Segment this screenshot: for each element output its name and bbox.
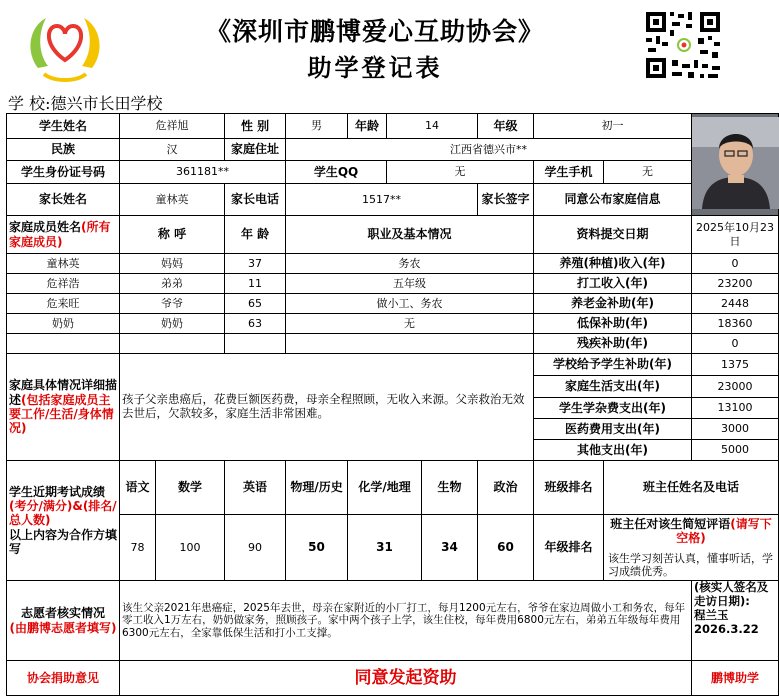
scores-label: 学生近期考试成绩(考分/满分)&(排名/总人数) 以上内容为合作方填写 [7, 461, 120, 581]
member-relation-empty [120, 334, 225, 354]
student-id: 361181** [120, 161, 286, 184]
verifier-signature: (核实人签名及走访日期): 程兰玉 2026.3.22 [692, 581, 779, 661]
finance-label: 养殖(种植)收入(年) [534, 254, 692, 274]
teacher-comment: 该生学习刻苦认真，懂事听话，学习成绩优秀。 [608, 551, 774, 578]
finance-value: 18360 [692, 314, 779, 334]
member-name: 危祥浩 [7, 274, 120, 294]
member-name-empty [7, 334, 120, 354]
qr-code-icon [642, 8, 726, 82]
address-label: 家庭住址 [225, 139, 286, 161]
subject-header: 数学 [156, 461, 225, 515]
teacher-label: 班主任姓名及电话 [604, 461, 779, 515]
age: 14 [387, 114, 478, 139]
finance-value: 23200 [692, 274, 779, 294]
guardian-phone: 1517** [286, 184, 478, 216]
finance-label: 低保补助(年) [534, 314, 692, 334]
finance-value: 0 [692, 254, 779, 274]
situation-text: 孩子父亲患癌后，花费巨额医药费，母亲全程照顾，无收入来源。父亲救治无效去世后，欠款较多，家庭生活非常困难。 [120, 354, 534, 461]
student-photo [692, 114, 779, 216]
family-section-label: 家庭成员姓名(所有家庭成员) [7, 216, 120, 254]
family-col-job: 职业及基本情况 [286, 216, 534, 254]
student-photo-icon [692, 117, 779, 209]
consent-label: 同意公布家庭信息 [534, 184, 692, 216]
member-name: 危来旺 [7, 294, 120, 314]
finance-value: 0 [692, 334, 779, 354]
member-relation: 弟弟 [120, 274, 225, 294]
submit-date-label: 资料提交日期 [534, 216, 692, 254]
page-title: 《深圳市鹏博爱心互助协会》 [205, 17, 544, 46]
verify-text: 该生父亲2021年患癌症，2025年去世，母亲在家附近的小厂打工，每月1200元左右，爷爷在家边周做小工和务农，每年零工收入1万左右，奶奶做家务，照顾孩子。家中两个孩子上学，该生住校，每年费用6800元左右，弟弟五年级每年费用6300元左右，全家靠低保生活和打小工支撑。 [120, 581, 692, 661]
member-job-empty [286, 334, 534, 354]
finance-label: 学校给予学生补助(年) [534, 354, 692, 376]
finance-label: 残疾补助(年) [534, 334, 692, 354]
ethnicity: 汉 [120, 139, 225, 161]
finance-value: 3000 [692, 419, 779, 440]
situation-label: 家庭具体情况详细描述(包括家庭成员主要工作/生活/身体情况) [7, 354, 120, 461]
opinion-text: 同意发起资助 [120, 661, 692, 696]
phone-label: 学生手机 [534, 161, 604, 184]
score-value: 60 [478, 515, 534, 581]
ethnicity-label: 民族 [7, 139, 120, 161]
guardian-name-label: 家长姓名 [7, 184, 120, 216]
member-relation: 爷爷 [120, 294, 225, 314]
member-job: 做小工、务农 [286, 294, 534, 314]
member-age-empty [225, 334, 286, 354]
finance-label: 打工收入(年) [534, 274, 692, 294]
registration-form [6, 113, 779, 696]
finance-value: 2448 [692, 294, 779, 314]
finance-label: 养老金补助(年) [534, 294, 692, 314]
score-value: 50 [286, 515, 348, 581]
teacher-comment-cell [604, 515, 779, 581]
score-value: 34 [422, 515, 478, 581]
address: 江西省德兴市** [286, 139, 692, 161]
member-job: 五年级 [286, 274, 534, 294]
member-relation: 妈妈 [120, 254, 225, 274]
submit-date: 2025年10月23日 [692, 216, 779, 254]
verify-label: 志愿者核实情况 (由鹏博志愿者填写) [7, 581, 120, 661]
finance-label: 医药费用支出(年) [534, 419, 692, 440]
page-subtitle: 助学登记表 [307, 53, 443, 82]
member-age: 11 [225, 274, 286, 294]
member-relation: 奶奶 [120, 314, 225, 334]
school-name: 学 校:德兴市长田学校 [8, 94, 163, 113]
finance-value: 1375 [692, 354, 779, 376]
finance-value: 5000 [692, 440, 779, 461]
finance-label: 家庭生活支出(年) [534, 376, 692, 398]
grade: 初一 [534, 114, 692, 139]
qq-label: 学生QQ [286, 161, 387, 184]
subject-header: 生物 [422, 461, 478, 515]
score-value: 31 [348, 515, 422, 581]
family-col-age: 年 龄 [225, 216, 286, 254]
grade-label: 年级 [478, 114, 534, 139]
subject-header: 物理/历史 [286, 461, 348, 515]
program-name: 鹏博助学 [692, 661, 779, 696]
guardian-phone-label: 家长电话 [225, 184, 286, 216]
guardian-sign-label: 家长签字 [478, 184, 534, 216]
subject-header: 英语 [225, 461, 286, 515]
age-label: 年龄 [348, 114, 387, 139]
subject-header: 化学/地理 [348, 461, 422, 515]
guardian-name: 童林英 [120, 184, 225, 216]
opinion-label: 协会捐助意见 [7, 661, 120, 696]
id-label: 学生身份证号码 [7, 161, 120, 184]
family-col-relation: 称 呼 [120, 216, 225, 254]
qq: 无 [387, 161, 534, 184]
member-age: 65 [225, 294, 286, 314]
student-phone: 无 [604, 161, 692, 184]
member-job: 无 [286, 314, 534, 334]
subject-header: 政治 [478, 461, 534, 515]
score-value: 90 [225, 515, 286, 581]
class-rank-label: 班级排名 [534, 461, 604, 515]
finance-value: 13100 [692, 398, 779, 419]
score-value: 100 [156, 515, 225, 581]
student-name-label: 学生姓名 [7, 114, 120, 139]
gender: 男 [286, 114, 348, 139]
finance-label: 其他支出(年) [534, 440, 692, 461]
finance-value: 23000 [692, 376, 779, 398]
member-age: 63 [225, 314, 286, 334]
member-name: 奶奶 [7, 314, 120, 334]
grade-rank-label: 年级排名 [534, 515, 604, 581]
score-value: 78 [120, 515, 156, 581]
heart-hands-logo-icon [24, 8, 106, 88]
finance-label: 学生学杂费支出(年) [534, 398, 692, 419]
member-age: 37 [225, 254, 286, 274]
student-name: 危祥旭 [120, 114, 225, 139]
gender-label: 性 别 [225, 114, 286, 139]
member-job: 务农 [286, 254, 534, 274]
member-name: 童林英 [7, 254, 120, 274]
teacher-comment-label: 班主任对该生简短评语(请写下空格) [610, 517, 772, 546]
subject-header: 语文 [120, 461, 156, 515]
